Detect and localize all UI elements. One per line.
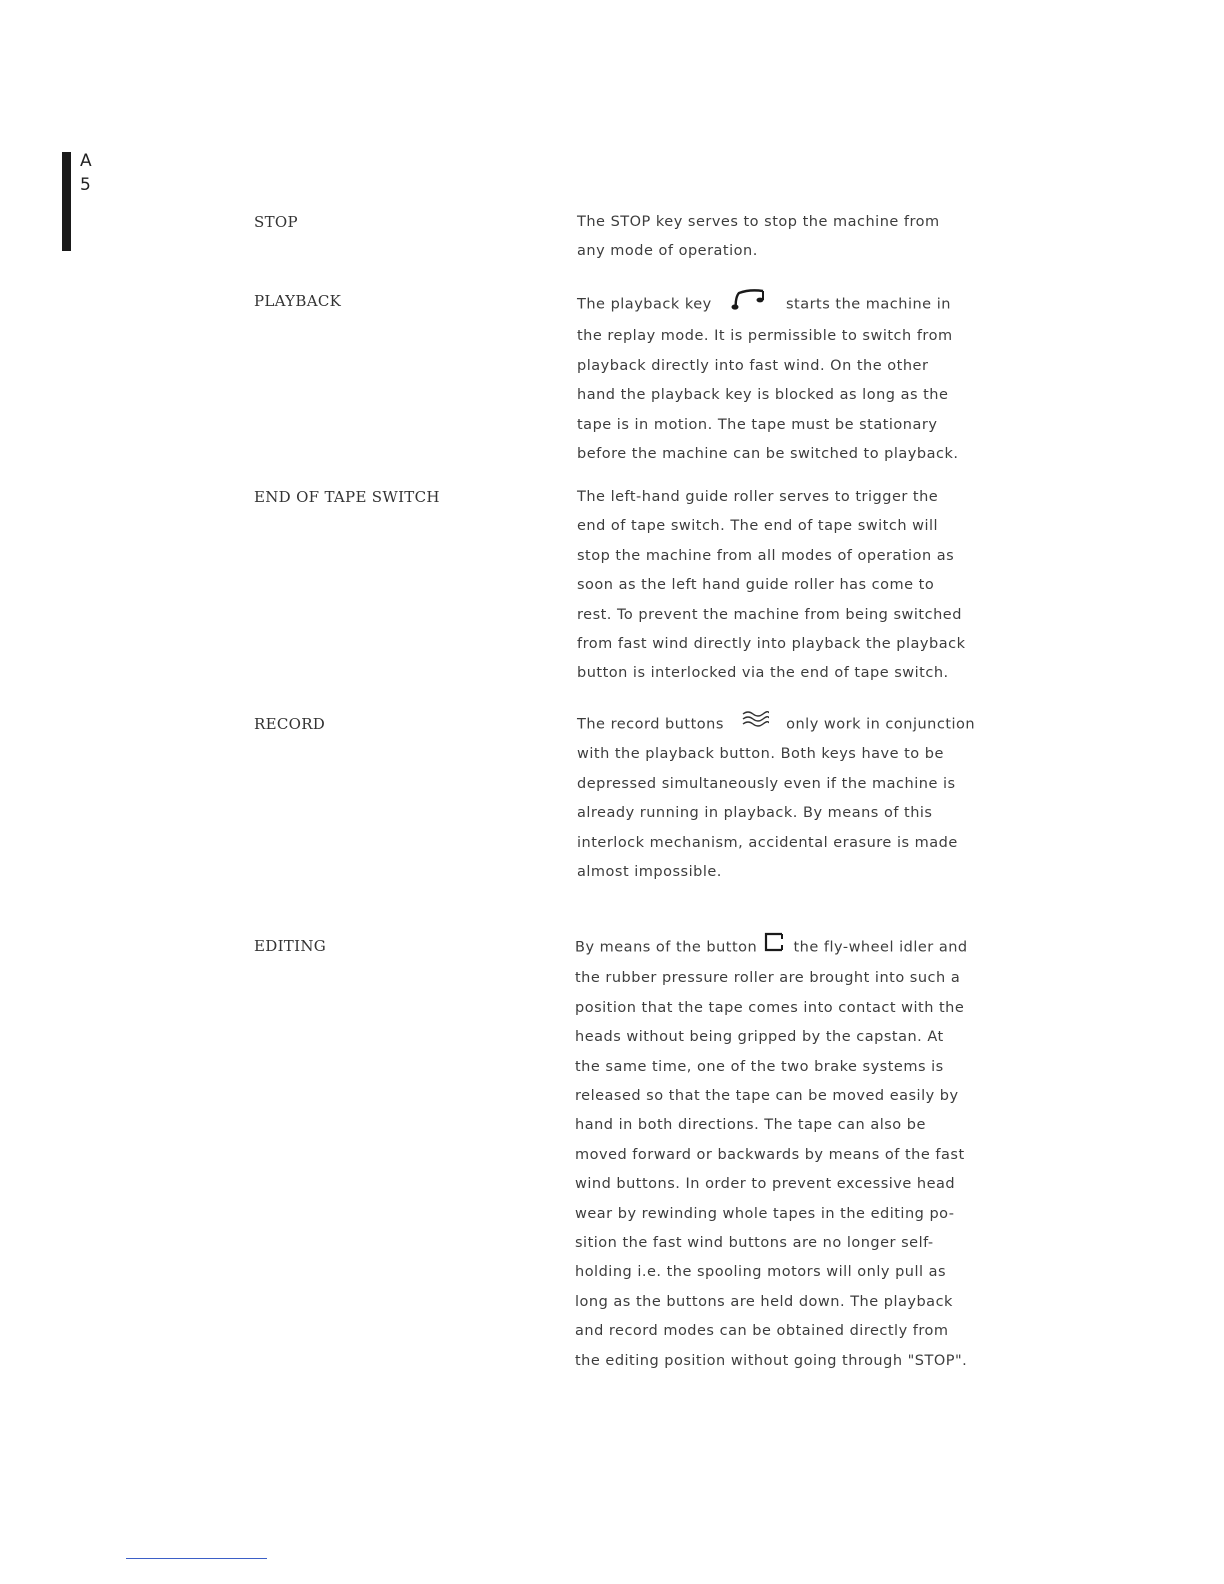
text-line: the replay mode. It is permissible to switch from [577, 328, 953, 345]
text-line [577, 287, 1017, 322]
text-line: position that the tape comes into contact with the [575, 999, 965, 1016]
text-line: hand the playback key is blocked as long as the [577, 387, 949, 404]
text-line: heads without being gripped by the capstan. At [575, 1029, 944, 1046]
text-segment: the fly-wheel idler and [793, 939, 968, 956]
text-line: wind buttons. In order to prevent excessive head [575, 1176, 956, 1193]
term-playback: PLAYBACK [254, 292, 342, 310]
text-line: tape is in motion. The tape must be stationary [577, 416, 938, 433]
text-line: wear by rewinding whole tapes in the editing po- [575, 1205, 955, 1222]
text-line: the rubber pressure roller are brought into such a [575, 970, 961, 987]
text-segment: The record buttons [577, 716, 724, 733]
text-line: before the machine can be switched to playback. [577, 446, 959, 463]
term-record: RECORD [254, 715, 326, 733]
footer-rule [126, 1558, 267, 1559]
text-line: The left-hand guide roller serves to trigger the [577, 489, 939, 505]
text-line: and record modes can be obtained directly from [575, 1323, 949, 1340]
text-line: holding i.e. the spooling motors will only pull as [575, 1264, 947, 1281]
desc-end-of-tape-switch [577, 483, 1017, 689]
text-line: end of tape switch. The end of tape switch will [577, 518, 939, 535]
text-line: button is interlocked via the end of tape switch. [577, 665, 949, 682]
text-line: already running in playback. By means of this [577, 805, 933, 822]
text-segment: only work in conjunction [786, 716, 976, 733]
term-end-of-tape-switch: END OF TAPE SWITCH [254, 488, 440, 506]
text-line: from fast wind directly into playback the playback [577, 636, 966, 653]
section-tab-bar [62, 152, 71, 251]
text-line [577, 709, 1017, 740]
desc-editing [575, 931, 1015, 1376]
text-line: stop the machine from all modes of operation as [577, 547, 955, 564]
term-stop: STOP [254, 213, 298, 231]
text-line: released so that the tape can be moved easily by [575, 1088, 959, 1105]
editing-bracket-icon [763, 931, 785, 964]
text-line: The STOP key serves to stop the machine from [577, 214, 940, 230]
term-editing: EDITING [254, 937, 327, 955]
text-line [575, 931, 1015, 964]
text-segment: starts the machine in [785, 296, 951, 313]
text-line: the same time, one of the two brake systems is [575, 1058, 944, 1075]
text-line: the editing position without going through "STOP". [575, 1352, 968, 1369]
text-line: with the playback button. Both keys have to be [577, 746, 944, 763]
text-segment: The playback key [577, 296, 712, 313]
desc-record [577, 709, 1017, 887]
record-waves-icon [741, 709, 769, 740]
text-line: almost impossible. [577, 864, 722, 881]
text-line: sition the fast wind buttons are no longer self- [575, 1235, 934, 1252]
page-number: 5 [80, 175, 91, 195]
text-line: interlock mechanism, accidental erasure is made [577, 834, 958, 851]
text-line: hand in both directions. The tape can also be [575, 1117, 926, 1134]
text-line: moved forward or backwards by means of the fast [575, 1146, 965, 1163]
section-tab-letter: A [80, 151, 92, 171]
playback-note-icon [729, 287, 769, 322]
desc-playback [577, 287, 1017, 469]
desc-stop [577, 208, 1017, 267]
text-line: rest. To prevent the machine from being switched [577, 606, 962, 623]
text-line: playback directly into fast wind. On the other [577, 357, 929, 374]
text-line: depressed simultaneously even if the machine is [577, 775, 956, 792]
text-line: any mode of operation. [577, 243, 758, 260]
text-line: long as the buttons are held down. The playback [575, 1293, 953, 1310]
text-segment: By means of the button [575, 939, 758, 956]
text-line: soon as the left hand guide roller has come to [577, 577, 935, 594]
